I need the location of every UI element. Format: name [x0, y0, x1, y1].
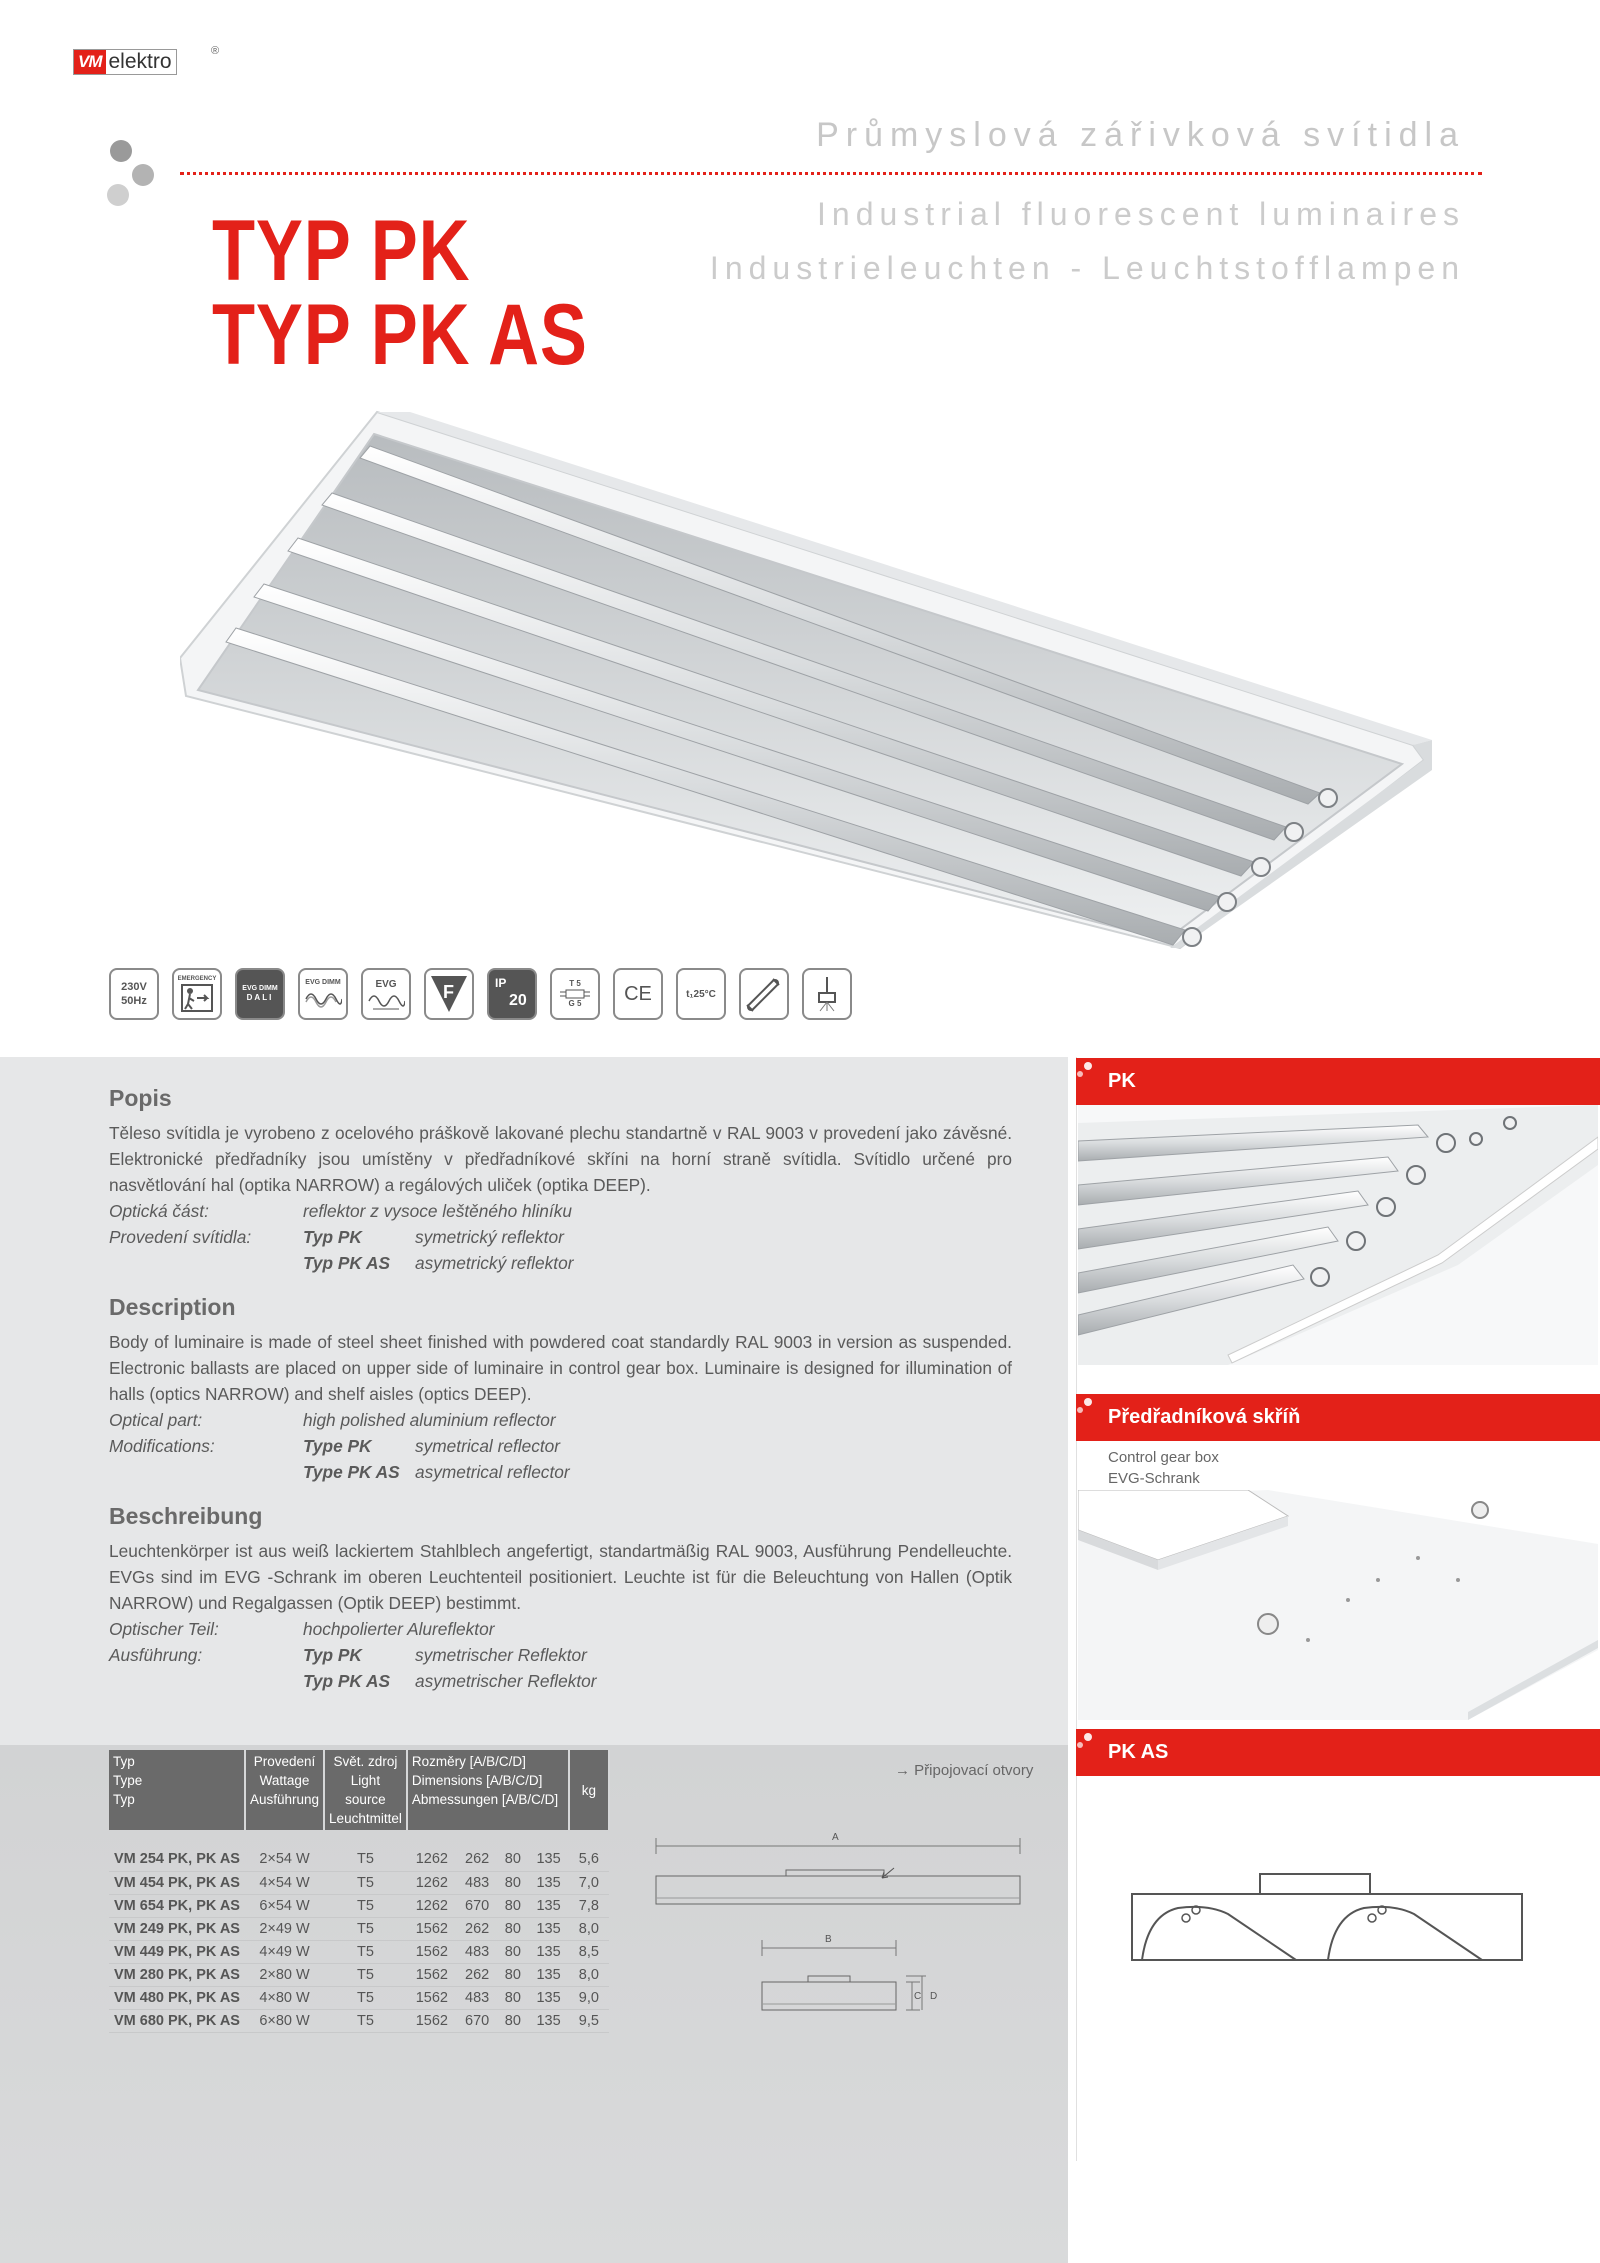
popis-mod-row-2: Typ PK AS asymetrický reflektor — [303, 1253, 574, 1273]
cell-source: T5 — [324, 1940, 407, 1963]
cell-source: T5 — [324, 1917, 407, 1940]
svg-text:F: F — [443, 982, 454, 1002]
description-content — [109, 1085, 1012, 1712]
product-title-pk: TYP PK — [212, 203, 471, 299]
cell-source: T5 — [324, 2009, 407, 2032]
subtitle-en: Industrial fluorescent luminaires — [817, 196, 1465, 232]
dimension-drawing — [650, 1826, 1040, 2031]
cell-dim-c: 80 — [497, 1848, 528, 1871]
temperature-icon: t₁25°C — [676, 968, 726, 1020]
cell-typ: VM 249 PK, PK AS — [109, 1917, 245, 1940]
beschreibung-mod-row-2: Typ PK AS asymetrischer Reflektor — [303, 1671, 597, 1691]
cell-dim-b: 483 — [457, 1871, 498, 1894]
description-text: Body of luminaire is made of steel sheet finished with powdered coat standardly RAL 9003 in version as suspended. Electronic ballasts are placed on upper side of luminaire in control gear box. Luminaire is designed for illumination of halls (optics NARROW) and shelf aisles (optics DEEP). — [109, 1332, 1012, 1404]
cell-dim-a: 1562 — [407, 1963, 457, 1986]
header-typ: Typ Type Typ — [109, 1750, 245, 1830]
cell-typ: VM 449 PK, PK AS — [109, 1940, 245, 1963]
cell-wattage: 4×54 W — [245, 1871, 324, 1894]
cell-typ: VM 454 PK, PK AS — [109, 1871, 245, 1894]
product-table — [109, 1750, 610, 2033]
beschreibung-section — [109, 1503, 1012, 1694]
table-row — [109, 1917, 609, 1940]
cell-source: T5 — [324, 1963, 407, 1986]
cell-dim-c: 80 — [497, 1894, 528, 1917]
cell-typ: VM 480 PK, PK AS — [109, 1986, 245, 2009]
table-row — [109, 1963, 609, 1986]
t5-g5-icon: T 5 G 5 — [550, 968, 600, 1020]
description-section — [109, 1294, 1012, 1485]
brand-name: elektro — [108, 50, 172, 73]
cell-dim-a: 1262 — [407, 1871, 457, 1894]
cell-wattage: 6×54 W — [245, 1894, 324, 1917]
table-row — [109, 1848, 609, 1871]
popis-section — [109, 1085, 1012, 1276]
table-row — [109, 1871, 609, 1894]
registered-mark: ® — [211, 45, 220, 57]
pk-as-section-drawing — [1078, 1860, 1598, 1970]
evg-icon: EVG — [361, 968, 411, 1020]
svg-text:C: C — [914, 1991, 922, 2002]
svg-text:A: A — [832, 1832, 839, 1843]
cell-kg: 8,0 — [569, 1917, 609, 1940]
description-heading: Description — [109, 1294, 236, 1320]
cell-dim-c: 80 — [497, 2009, 528, 2032]
cell-typ: VM 680 PK, PK AS — [109, 2009, 245, 2032]
cell-dim-a: 1562 — [407, 2009, 457, 2032]
cell-dim-c: 80 — [497, 1917, 528, 1940]
cell-source: T5 — [324, 1848, 407, 1871]
tube-icon — [739, 968, 789, 1020]
ce-icon: CE — [613, 968, 663, 1020]
cell-kg: 9,0 — [569, 1986, 609, 2009]
beschreibung-heading: Beschreibung — [109, 1503, 263, 1529]
brand-mark: VM — [74, 50, 106, 74]
evg-dimm-dali-icon: EVG DIMM DALI — [235, 968, 285, 1020]
cell-typ: VM 280 PK, PK AS — [109, 1963, 245, 1986]
gearbox-photo — [1078, 1490, 1598, 1720]
cell-dim-c: 80 — [497, 1963, 528, 1986]
svg-text:D: D — [930, 1991, 938, 2002]
cell-kg: 8,5 — [569, 1940, 609, 1963]
cell-dim-d: 135 — [528, 2009, 569, 2032]
cell-dim-b: 262 — [457, 1963, 498, 1986]
cell-dim-d: 135 — [528, 1963, 569, 1986]
description-optical-row: Optical part: high polished aluminium reflector — [109, 1410, 556, 1430]
header-divider — [180, 172, 1482, 175]
table-header-row — [109, 1750, 609, 1830]
cell-dim-d: 135 — [528, 1871, 569, 1894]
cell-dim-d: 135 — [528, 1917, 569, 1940]
cell-dim-a: 1262 — [407, 1894, 457, 1917]
cell-typ: VM 254 PK, PK AS — [109, 1848, 245, 1871]
subtitle-cz: Průmyslová zářivková svítidla — [816, 116, 1465, 154]
cell-dim-a: 1562 — [407, 1917, 457, 1940]
popis-heading: Popis — [109, 1085, 172, 1111]
header-source: Svět. zdroj Light source Leuchtmittel — [324, 1750, 407, 1830]
connection-holes-note: → Připojovací otvory — [895, 1762, 1034, 1779]
pkas-bar — [1076, 1729, 1600, 1776]
table-row — [109, 2009, 609, 2032]
cell-dim-b: 670 — [457, 1894, 498, 1917]
cell-source: T5 — [324, 1871, 407, 1894]
cell-dim-a: 1562 — [407, 1986, 457, 2009]
gearbox-title: Předřadníková skříň — [1108, 1406, 1301, 1428]
pkas-title: PK AS — [1108, 1741, 1169, 1763]
svg-text:B: B — [825, 1934, 832, 1945]
table-row — [109, 1940, 609, 1963]
cell-kg: 7,8 — [569, 1894, 609, 1917]
cell-source: T5 — [324, 1894, 407, 1917]
cell-dim-d: 135 — [528, 1986, 569, 2009]
decorative-dots — [107, 138, 167, 218]
cell-kg: 8,0 — [569, 1963, 609, 1986]
cell-dim-b: 483 — [457, 1940, 498, 1963]
cell-wattage: 2×49 W — [245, 1917, 324, 1940]
cell-wattage: 2×80 W — [245, 1963, 324, 1986]
cell-dim-b: 670 — [457, 2009, 498, 2032]
pk-bar — [1076, 1058, 1600, 1105]
description-mod-row-1: Modifications: Type PK symetrical reflector — [109, 1436, 561, 1456]
cell-dim-b: 262 — [457, 1917, 498, 1940]
cell-wattage: 4×80 W — [245, 1986, 324, 2009]
cell-dim-c: 80 — [497, 1940, 528, 1963]
evg-dimm-icon: EVG DIMM — [298, 968, 348, 1020]
230v-50hz-icon: 230V 50Hz — [109, 968, 159, 1020]
cell-dim-d: 135 — [528, 1894, 569, 1917]
cell-wattage: 2×54 W — [245, 1848, 324, 1871]
cell-kg: 7,0 — [569, 1871, 609, 1894]
cell-dim-b: 483 — [457, 1986, 498, 2009]
cell-source: T5 — [324, 1986, 407, 2009]
beschreibung-optical-row: Optischer Teil: hochpolierter Alureflektor — [109, 1619, 495, 1639]
pk-title: PK — [1108, 1070, 1136, 1092]
cell-wattage: 6×80 W — [245, 2009, 324, 2032]
pk-detail-photo — [1078, 1105, 1598, 1365]
cell-dim-a: 1562 — [407, 1940, 457, 1963]
cell-dim-a: 1262 — [407, 1848, 457, 1871]
table-row — [109, 1894, 609, 1917]
certification-icons — [109, 968, 852, 1020]
cell-dim-d: 135 — [528, 1848, 569, 1871]
cell-wattage: 4×49 W — [245, 1940, 324, 1963]
header-dimensions: Rozměry [A/B/C/D] Dimensions [A/B/C/D] Abmessungen [A/B/C/D] — [407, 1750, 569, 1830]
table-row — [109, 1986, 609, 2009]
cell-kg: 5,6 — [569, 1848, 609, 1871]
gearbox-caption: Control gear box EVG-Schrank — [1108, 1449, 1219, 1487]
cell-dim-c: 80 — [497, 1986, 528, 2009]
popis-optical-row: Optická část: reflektor z vysoce leštěného hliníku — [109, 1201, 572, 1221]
cell-typ: VM 654 PK, PK AS — [109, 1894, 245, 1917]
product-title-pk-as: TYP PK AS — [212, 287, 588, 383]
cell-dim-b: 262 — [457, 1848, 498, 1871]
subtitle-de: Industrieleuchten - Leuchtstofflampen — [709, 250, 1465, 286]
beschreibung-mod-row-1: Ausführung: Typ PK symetrischer Reflektor — [109, 1645, 587, 1665]
brand-logo — [73, 45, 220, 75]
emergency-icon: EMERGENCY — [172, 968, 222, 1020]
suspension-icon — [802, 968, 852, 1020]
header-kg: kg — [569, 1750, 609, 1830]
popis-text: Těleso svítidla je vyrobeno z ocelového práškově lakované plechu standartně v RAL 9003 v provedení jako závěsné. Elektronické předřadníky jsou umístěny v předřadníkové skříni na horní straně svítidla. Svítidlo určené pro nasvětlování hal (optika NARROW) a regálových uliček (optika DEEP). — [109, 1123, 1012, 1195]
cell-dim-d: 135 — [528, 1940, 569, 1963]
header-wattage: Provedení Wattage Ausführung — [245, 1750, 324, 1830]
luminaire-photo — [180, 400, 1480, 980]
cell-kg: 9,5 — [569, 2009, 609, 2032]
description-mod-row-2: Type PK AS asymetrical reflector — [303, 1462, 570, 1482]
ip20-icon: IP 20 — [487, 968, 537, 1020]
popis-mod-row-1: Provedení svítidla: Typ PK symetrický reflektor — [109, 1227, 564, 1247]
f-mark-icon — [424, 968, 474, 1020]
beschreibung-text: Leuchtenkörper ist aus weiß lackiertem Stahlblech angefertigt, standartmäßig RAL 9003, Ausführung Pendelleuchte. EVGs sind im EVG -Schrank im oberen Leuchtenteil positioniert. Leuchte ist für die Beleuchtung von Hallen (Optik NARROW) und Regalgassen (Optik DEEP) bestimmt. — [109, 1541, 1012, 1613]
cell-dim-c: 80 — [497, 1871, 528, 1894]
gearbox-bar — [1076, 1394, 1600, 1441]
